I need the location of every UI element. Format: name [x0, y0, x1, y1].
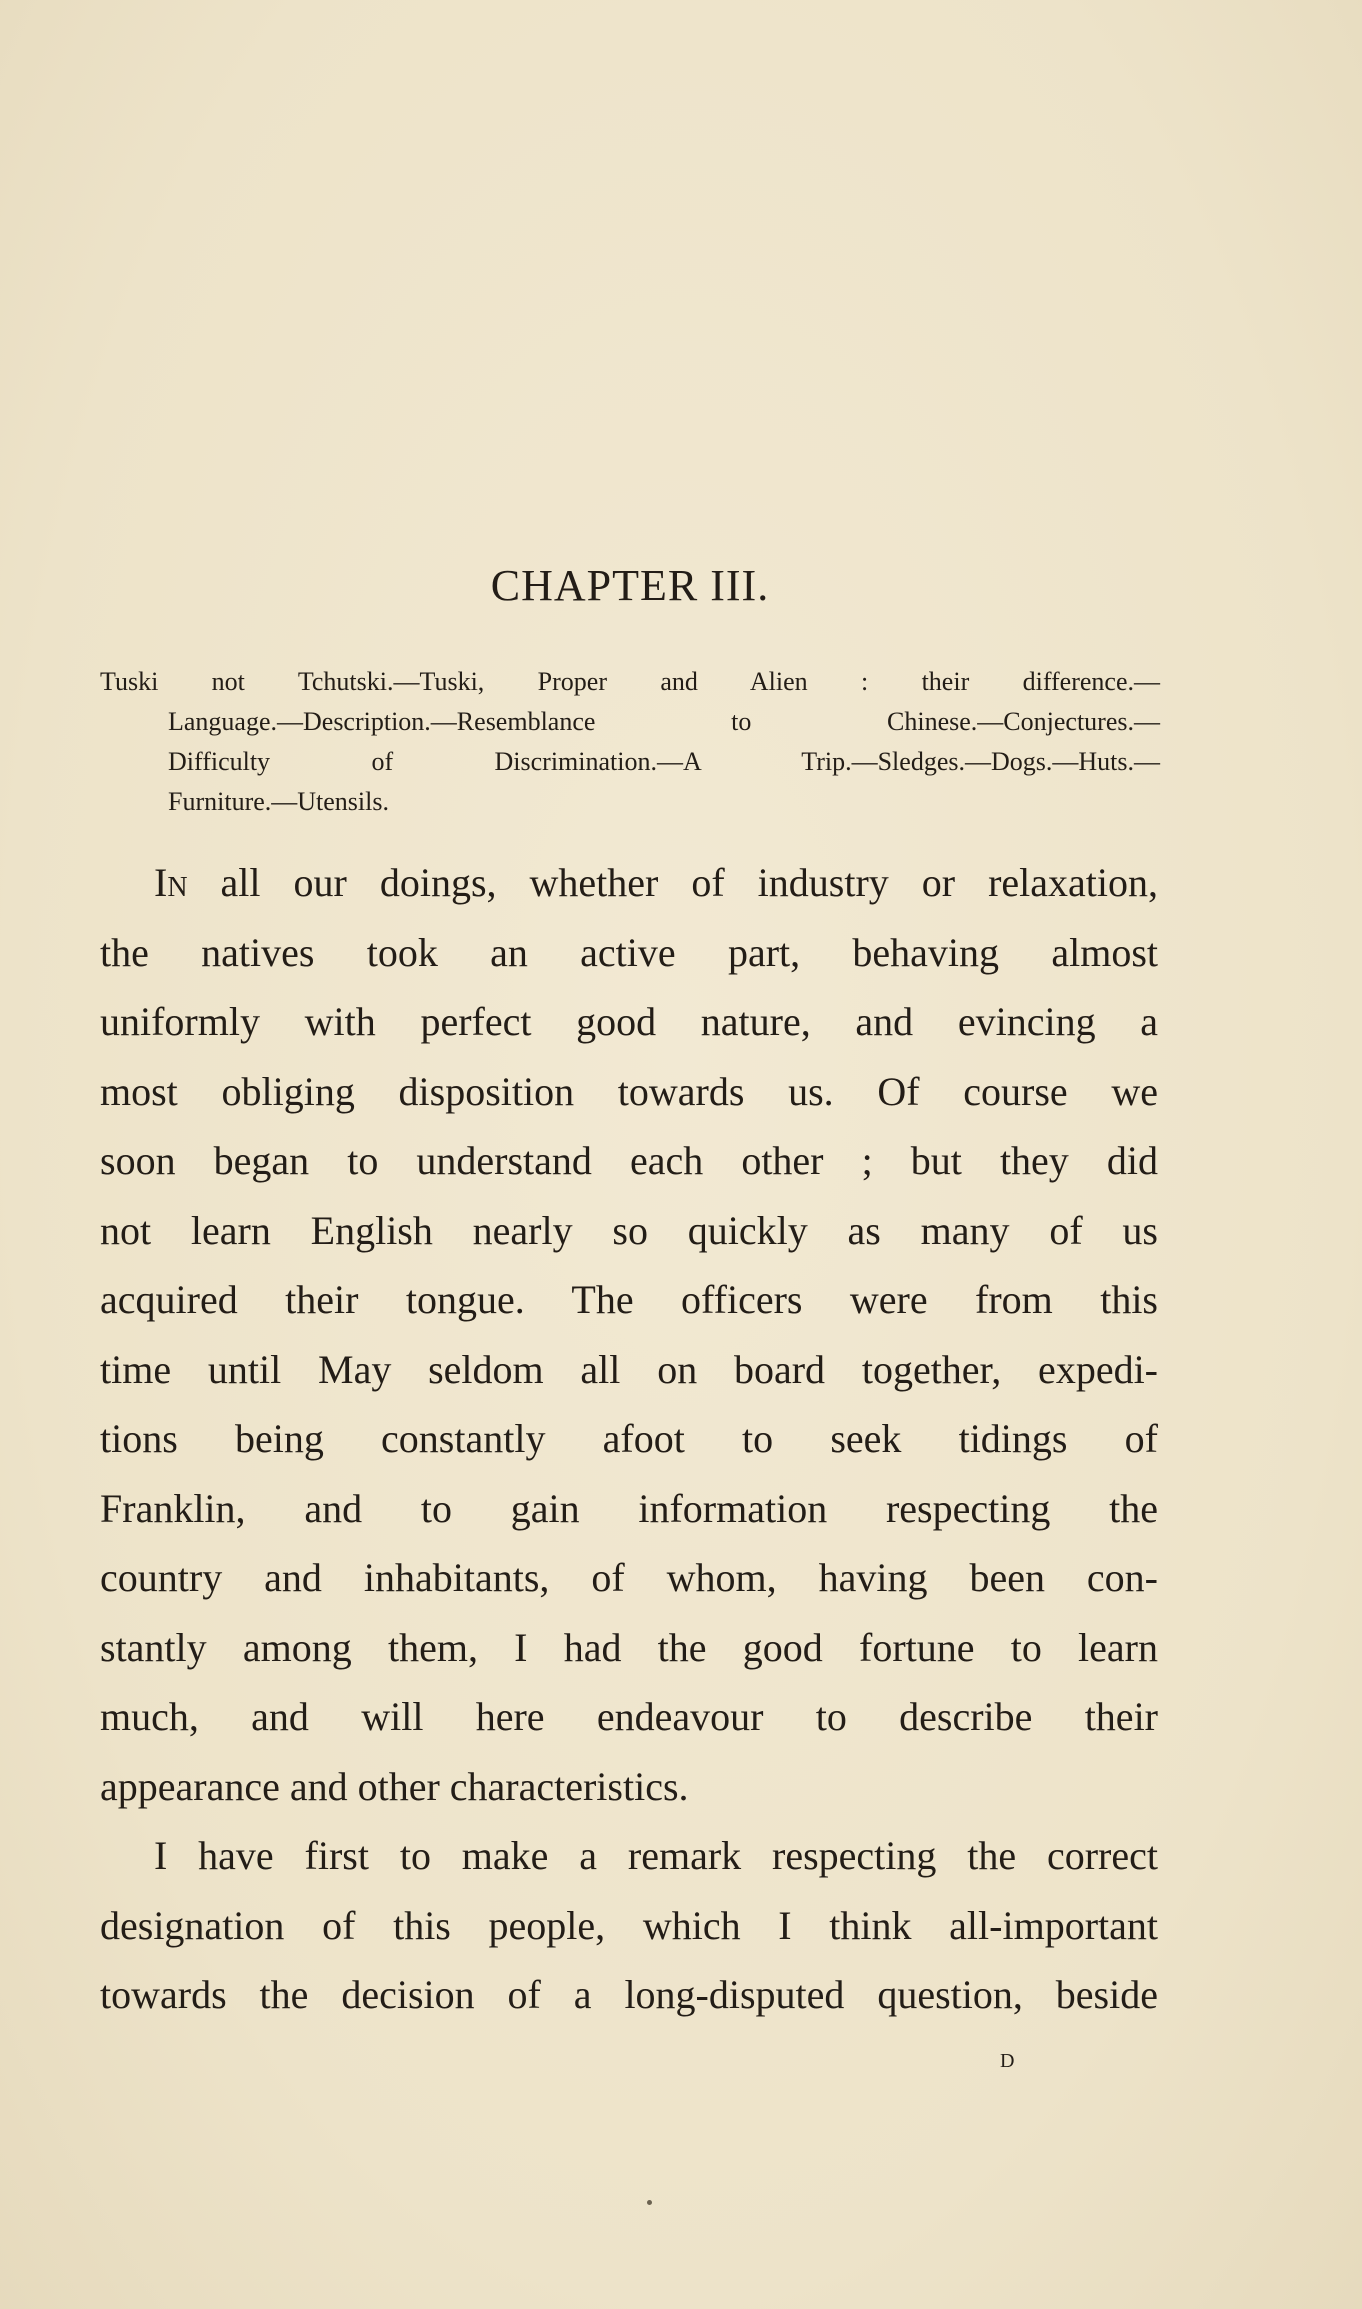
text-line: Franklin, and to gain information respecting the	[100, 1485, 1158, 1531]
text-line: appearance and other characteristics.	[100, 1763, 689, 1809]
text-line: I have first to make a remark respecting the correct	[154, 1833, 1158, 1878]
text-line: time until May seldom all on board together, expedi-	[100, 1346, 1158, 1392]
signature-mark: D	[1000, 2050, 1016, 2072]
synopsis-line: Tuski not Tchutski.—Tuski, Proper and Alien : their difference.—	[100, 667, 1160, 696]
chapter-title: CHAPTER III.	[490, 561, 770, 610]
text-line: country and inhabitants, of whom, having been con-	[100, 1555, 1158, 1600]
synopsis-line: Language.—Description.—Resemblance to Chinese.—Conjectures.—	[168, 707, 1160, 736]
text-line: uniformly with perfect good nature, and evincing a	[100, 999, 1158, 1044]
text-line: designation of this people, which I think all-important	[100, 1902, 1158, 1948]
chapter-synopsis	[100, 662, 1160, 822]
text-line: most obliging disposition towards us. Of course we	[100, 1068, 1158, 1114]
text-line: tions being constantly afoot to seek tidings of	[100, 1416, 1158, 1461]
text-line	[100, 848, 1158, 918]
synopsis-line: Furniture.—Utensils.	[168, 787, 389, 816]
synopsis-line: Difficulty of Discrimination.—A Trip.—Sledges.—Dogs.—Huts.—	[168, 747, 1160, 776]
text-line: much, and will here endeavour to describe their	[100, 1694, 1158, 1739]
text-line: towards the decision of a long-disputed question, beside	[100, 1972, 1158, 2017]
text-line: stantly among them, I had the good fortune to learn	[100, 1624, 1158, 1670]
text-line: soon began to understand each other ; but they did	[100, 1138, 1158, 1183]
text-line: acquired their tongue. The officers were from this	[100, 1277, 1158, 1322]
text-line: not learn English nearly so quickly as many of us	[100, 1207, 1158, 1253]
text-line: the natives took an active part, behaving almost	[100, 929, 1158, 975]
paragraph-2	[100, 1821, 1158, 2030]
paper-speck-decoration	[647, 2200, 652, 2205]
text-line-rest: all our doings, whether of industry or relaxation,	[187, 860, 1158, 905]
body-text	[100, 848, 1158, 2030]
paragraph-1	[100, 848, 1158, 1821]
opening-word: In	[154, 860, 188, 905]
